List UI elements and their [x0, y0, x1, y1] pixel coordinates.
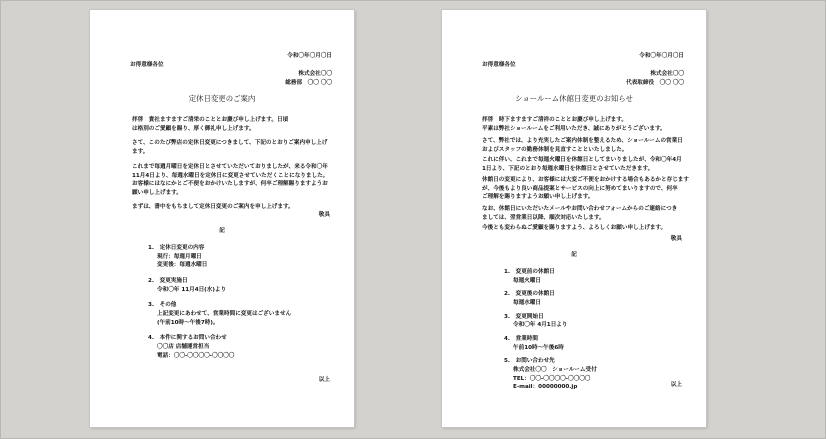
paragraph: これまで毎週月曜日を定休日とさせていただいておりましたが、来る令和〇年 11月4日より、毎週水曜日を定休日に変更させていただくことになりました。 お客様にはなにかとご不便をおかけいたしますが、何卒ご理解賜りますようお 願い申し上げます。 [132, 164, 329, 196]
end-ijou: 以上 [670, 382, 682, 388]
list-item: 4. 本件に関するお問い合わせ 〇〇店 店舗運営担当 電話：〇〇-〇〇〇〇-〇〇〇〇 [148, 335, 235, 359]
end-ijou: 以上 [318, 377, 330, 383]
closing-keigu: 敬具 [670, 236, 682, 242]
sender-company: 株式会社〇〇 [298, 71, 332, 77]
list-item: 2. 変更後の休館日 毎週水曜日 [504, 291, 555, 306]
document-page-right [442, 10, 706, 427]
ki-heading: 記 [571, 252, 577, 258]
date: 令和〇年〇月〇日 [639, 53, 684, 59]
recipient: お得意様各位 [482, 62, 516, 68]
document-title: 定休日変更のご案内 [188, 94, 256, 103]
document-title: ショールーム休館日変更のお知らせ [515, 94, 633, 103]
closing-keigu: 敬具 [318, 212, 330, 218]
sender-company: 株式会社〇〇 [650, 71, 684, 77]
list-item: 1. 変更前の休館日 毎週火曜日 [504, 269, 555, 284]
paragraph: 拝啓 貴社ますますご清栄のこととお慶び申し上げます。日頃 は格別のご愛顧を賜り、厚く御礼申し上げます。 [132, 117, 289, 132]
document-page-left [90, 10, 354, 427]
paragraph: さて、このたび弊店の定休日変更につきまして、下記のとおりご案内申し上げ ます。 [132, 140, 328, 155]
paragraph: まずは、書中をもちまして定休日変更のご案内を申し上げます。 [132, 204, 294, 210]
list-item: 1. 定休日変更の内容 現行：毎週月曜日 変更後：毎週水曜日 [148, 245, 208, 269]
paragraph: 休館日の変更により、お客様には大変ご不便をおかけする場合もあるかと存じます が、今後もより良い商品提案とサービスの向上に努めてまいりますので、何卒 ご理解を賜りますようお願い申し上げます。 [482, 177, 689, 201]
sender-signer: 総務部 〇〇 〇〇 [285, 80, 332, 86]
paragraph: 拝啓 時下ますますご清祥のこととお慶び申し上げます。 平素は弊社ショールームをご利用いただき、誠にありがとうございます。 [482, 117, 666, 132]
details-list [504, 268, 597, 392]
list-item: 3. その他 上記変更にあわせて、営業時間に変更はございません (午前10時〜午後7時)。 [148, 302, 292, 326]
sender-signer: 代表取締役 〇〇 〇〇 [626, 80, 684, 86]
paragraph: さて、弊社では、より充実したご案内体制を整えるため、ショールームの営業日 およびスタッフの勤務体制を見直すことといたしました。 [482, 138, 683, 153]
list-item: 2. 変更実施日 令和〇年 11月4日(水)より [148, 277, 227, 293]
list-item: 5. お問い合わせ先 株式会社〇〇 ショールーム受付 TEL：〇〇-〇〇〇〇-〇〇〇〇 E-mail：00000000.jp [504, 358, 597, 391]
paragraph: なお、休館日にいただいたメールやお問い合わせフォームからのご連絡につき ましては、翌営業日以降、順次対応いたします。 [482, 206, 678, 221]
paragraph: 今後とも変わらぬご愛顧を賜りますよう、よろしくお願い申し上げます。 [482, 225, 667, 231]
date: 令和〇年〇月〇日 [287, 53, 332, 59]
details-list [148, 244, 291, 367]
list-item: 3. 変更開始日 令和〇年 4月1日より [504, 313, 568, 329]
list-item: 4. 営業時間 午前10時〜午後6時 [504, 335, 564, 351]
recipient: お得意様各位 [130, 62, 164, 68]
ki-heading: 記 [219, 228, 225, 234]
paragraph: これに伴い、これまで毎週火曜日を休館日としてまいりましたが、令和〇年4月 1日より、下記のとおり毎週水曜日を休館日とさせていただきます。 [482, 157, 682, 172]
